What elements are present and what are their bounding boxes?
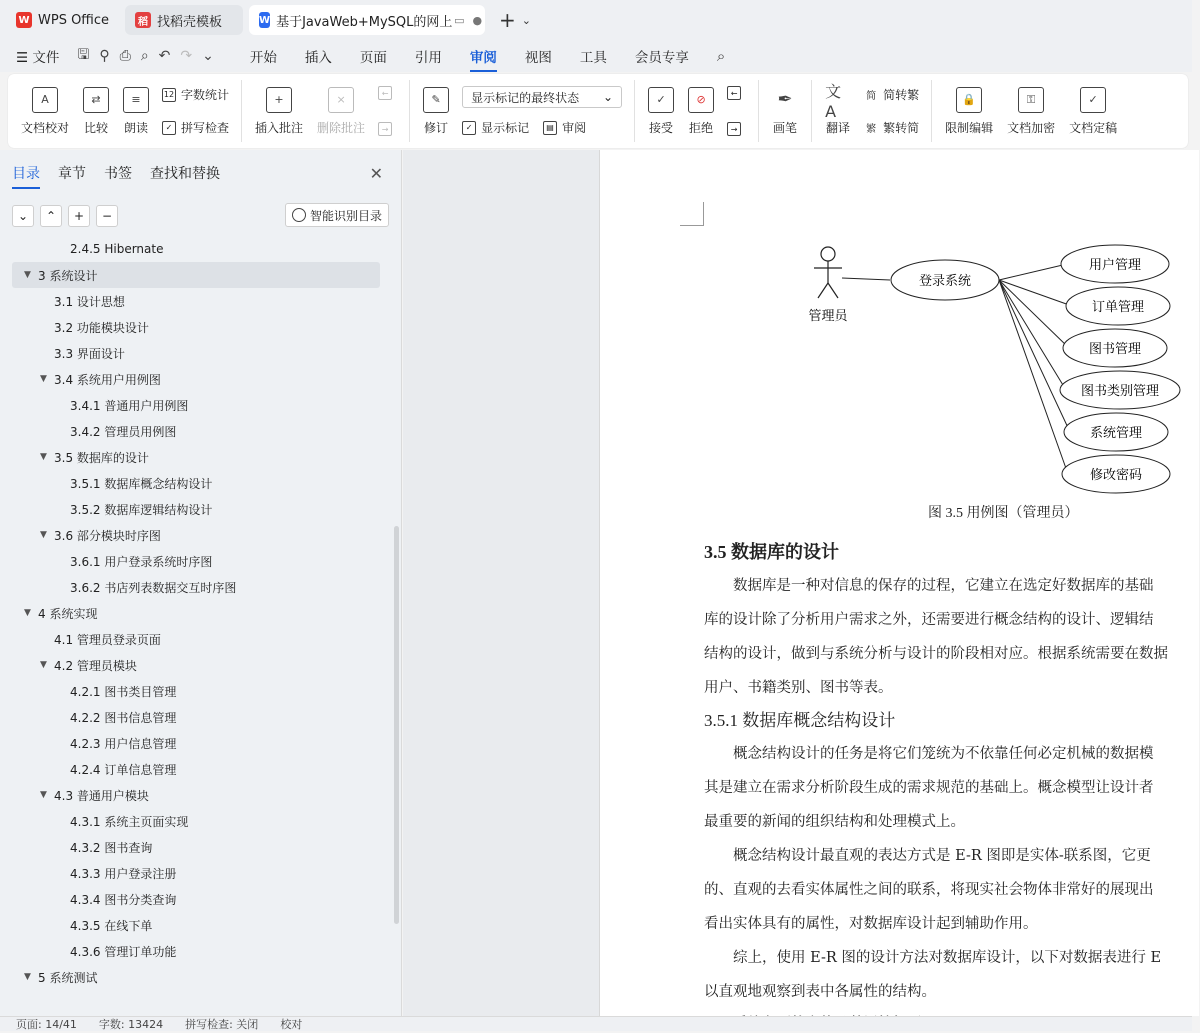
encrypt-label: 文档加密 — [1007, 120, 1056, 135]
proofing-stack — [156, 86, 235, 136]
page-corner-mark — [680, 202, 704, 226]
paragraph-line: 的、直观的去看实体属性之间的联系，将现实社会物体非常好的展现出 — [704, 882, 1154, 898]
word-count-label: 字数统计 — [181, 88, 230, 102]
hub-label: 登录系统 — [918, 274, 972, 289]
use-case-link — [999, 280, 1070, 432]
revise-label: 修订 — [424, 120, 449, 135]
toc-item-label: 3 系统设计 — [38, 268, 98, 283]
file-menu[interactable]: ☰ 文件 — [16, 50, 60, 66]
to-simplified-icon: 繁 — [866, 124, 877, 135]
close-icon[interactable]: ✕ — [369, 164, 383, 183]
navigation-panel — [0, 150, 402, 1016]
proofread-icon: A — [32, 87, 58, 113]
toc-item-label: 4.3.1 系统主页面实现 — [70, 814, 189, 829]
actor-link — [842, 278, 890, 280]
markup-buttons-row — [462, 119, 622, 136]
next-comment-button[interactable] — [378, 122, 397, 136]
toc-item-label: 3.2 功能模块设计 — [54, 320, 149, 335]
chinese-convert-stack — [858, 86, 925, 136]
toc-item-label: 3.4.2 管理员用例图 — [70, 424, 177, 439]
toc-item[interactable] — [0, 782, 392, 808]
toc-item-label: 4.3.4 图书分类查询 — [70, 892, 177, 907]
expand-down-icon[interactable]: ⌄ — [12, 205, 34, 227]
panel-tabs — [0, 150, 401, 196]
next-comment-icon: → — [378, 122, 392, 136]
comment-nav-stack — [372, 86, 403, 136]
tab-bookmark[interactable]: 书签 — [104, 166, 132, 182]
toc-item[interactable] — [0, 574, 392, 600]
review-pane-icon: ▤ — [543, 121, 557, 135]
show-markup-button[interactable]: 显示标记 — [481, 121, 530, 135]
word-count-indicator[interactable]: 字数: 13424 — [98, 1018, 164, 1031]
use-case-label: 图书类别管理 — [1080, 384, 1160, 399]
toc-toolbar — [0, 196, 401, 236]
proofread-label: 文档校对 — [21, 120, 70, 135]
ribbon-group-changes — [635, 80, 759, 142]
section-heading: 3.5 数据库的设计 — [704, 542, 839, 562]
quick-access-toolbar — [77, 44, 223, 68]
spell-check-icon: ✓ — [162, 121, 176, 135]
word-count-button[interactable] — [162, 86, 229, 103]
menu-view[interactable]: 视图 — [524, 50, 552, 66]
toc-item-label: 4.1 管理员登录页面 — [54, 632, 161, 647]
docer-logo-icon: 稻 — [135, 12, 151, 28]
accept-icon: ✓ — [648, 87, 674, 113]
markup-stack — [456, 86, 628, 136]
unsaved-dot-icon[interactable]: ● — [472, 13, 483, 27]
toc-item-label: 2.4.5 Hibernate — [70, 242, 164, 256]
compare-button[interactable] — [76, 80, 116, 142]
spell-check-label: 拼写检查 — [181, 121, 230, 135]
restrict-edit-button[interactable] — [938, 80, 1000, 142]
toc-item-label: 4 系统实现 — [38, 606, 98, 621]
paragraph-line: 库的设计除了分析用户需求之外，还需要进行概念结构的设计、逻辑结 — [704, 612, 1154, 628]
finalize-doc-icon: ✓ — [1080, 87, 1106, 113]
page-indicator[interactable]: 页面: 14/41 — [16, 1018, 77, 1031]
prev-comment-button[interactable] — [378, 86, 397, 100]
use-case-label: 修改密码 — [1089, 468, 1143, 483]
use-case-label: 系统管理 — [1089, 426, 1143, 441]
new-tab-icon[interactable]: + — [499, 8, 516, 32]
use-case-diagram — [800, 238, 1200, 498]
toc-item[interactable] — [0, 860, 392, 886]
toc-item-label: 4.3.6 管理订单功能 — [70, 944, 177, 959]
tab-bar — [0, 0, 1192, 40]
proofread-button[interactable] — [14, 80, 76, 142]
toc-item[interactable] — [0, 886, 392, 912]
smart-toc-label: 智能识别目录 — [309, 208, 382, 223]
use-case-label: 图书管理 — [1088, 342, 1142, 357]
menu-start[interactable]: 开始 — [249, 50, 277, 66]
toc-item-label: 4.2.3 用户信息管理 — [70, 736, 177, 751]
toc-item[interactable] — [0, 730, 392, 756]
toc-item[interactable] — [0, 340, 392, 366]
markup-state-select[interactable] — [462, 86, 622, 108]
tab-title: WPS Office — [38, 12, 110, 28]
menu-bar — [0, 40, 1192, 72]
file-menu-label: 文件 — [32, 50, 60, 66]
pen-button[interactable] — [765, 80, 805, 142]
toc-item[interactable] — [0, 366, 392, 392]
revise-button[interactable] — [416, 80, 456, 142]
show-markup-icon: ✓ — [462, 121, 476, 135]
tab-title: 找稻壳模板 — [157, 14, 223, 30]
ribbon-group-proofing — [8, 80, 242, 142]
toc-item[interactable] — [0, 236, 392, 262]
toc-item-label: 4.3.2 图书查询 — [70, 840, 153, 855]
toc-item-label: 4.2.4 订单信息管理 — [70, 762, 177, 777]
toc-item-label: 4.2.1 图书类目管理 — [70, 684, 177, 699]
to-traditional-icon: 简 — [866, 91, 877, 102]
menu-reference[interactable]: 引用 — [414, 50, 442, 66]
paragraph-line: 其是建立在需求分析阶段生成的需求规范的基础上。概念模型让设计者 — [704, 780, 1154, 796]
read-aloud-label: 朗读 — [124, 120, 149, 135]
toc-scrollbar[interactable] — [394, 526, 399, 924]
collapse-up-icon[interactable]: ⌃ — [40, 205, 62, 227]
chevron-down-icon[interactable]: ⌄ — [521, 13, 532, 27]
to-traditional-label: 简转繁 — [883, 88, 920, 102]
tab-toc[interactable]: 目录 — [12, 163, 40, 183]
toc-list — [0, 236, 392, 1016]
tab-title: 基于JavaWeb+MySQL的网上 — [276, 14, 453, 30]
toc-item[interactable] — [0, 600, 392, 626]
ribbon-group-tracking — [410, 80, 635, 142]
actor-label: 管理员 — [808, 309, 848, 324]
save-icon[interactable]: 🖫 — [77, 47, 90, 63]
wps-logo-icon: W — [16, 12, 32, 28]
toc-item-label: 4.3 普通用户模块 — [54, 788, 149, 803]
restrict-edit-label: 限制编辑 — [945, 120, 994, 135]
toc-item[interactable] — [0, 548, 392, 574]
toc-item[interactable] — [0, 496, 392, 522]
next-change-icon: → — [727, 122, 741, 136]
toc-item-label: 3.5.1 数据库概念结构设计 — [70, 476, 213, 491]
print-preview-icon[interactable]: ⌕ — [140, 48, 149, 64]
document-page[interactable] — [599, 150, 1199, 1016]
ribbon-group-protect — [932, 80, 1130, 142]
toc-expand-icon[interactable]: ▼ — [24, 608, 31, 618]
encrypt-button[interactable] — [1000, 80, 1062, 142]
tab-document[interactable] — [249, 5, 485, 35]
toc-item[interactable] — [0, 418, 392, 444]
translate-button[interactable] — [818, 80, 858, 142]
proof-indicator[interactable]: 校对 — [280, 1018, 303, 1031]
read-aloud-button[interactable] — [116, 80, 156, 142]
toc-item[interactable] — [0, 808, 392, 834]
redo-icon[interactable]: ↷ — [180, 48, 193, 64]
toc-expand-icon[interactable]: ▼ — [40, 790, 47, 800]
smart-toc-button[interactable] — [285, 203, 389, 227]
menu-member[interactable]: 会员专享 — [634, 50, 689, 66]
compare-label: 比较 — [84, 120, 109, 135]
to-traditional-button[interactable] — [864, 86, 919, 103]
chevron-down-icon: ⌄ — [603, 90, 614, 104]
use-case-link — [999, 280, 1072, 306]
monitor-icon[interactable]: ▭ — [454, 13, 465, 27]
translate-icon: 文A — [825, 81, 842, 121]
toc-expand-icon[interactable]: ▼ — [40, 452, 47, 462]
toc-item[interactable] — [0, 288, 392, 314]
review-ribbon — [8, 74, 1188, 148]
actor-figure — [814, 247, 842, 298]
tab-template[interactable] — [125, 5, 243, 35]
reject-button[interactable] — [681, 80, 721, 142]
menu-review[interactable]: 审阅 — [470, 46, 497, 66]
review-pane-button[interactable]: 审阅 — [562, 121, 587, 135]
toc-item-label: 3.4.1 普通用户用例图 — [70, 398, 189, 413]
figure-caption: 图 3.5 用例图（管理员） — [928, 506, 1079, 521]
ribbon-group-comments — [242, 80, 410, 142]
paragraph-line: 数据库是一种对信息的保存的过程，它建立在选定好数据库的基础 — [704, 578, 1154, 594]
toc-expand-icon[interactable]: ▼ — [24, 270, 31, 280]
tab-find-replace[interactable]: 查找和替换 — [150, 166, 220, 182]
tab-wps-office[interactable] — [6, 5, 119, 35]
menu-insert[interactable]: 插入 — [304, 50, 332, 66]
spell-check-button[interactable] — [162, 119, 229, 136]
print-icon[interactable]: ⎙ — [119, 48, 131, 64]
insert-comment-button[interactable] — [248, 80, 310, 142]
paragraph-line: 结构的设计，做到与系统分析与设计的阶段相对应。根据系统需要在数据 — [704, 646, 1168, 662]
toc-item[interactable] — [0, 938, 392, 964]
toc-item[interactable] — [0, 912, 392, 938]
toc-item[interactable] — [0, 626, 392, 652]
toc-expand-icon[interactable]: ▼ — [40, 374, 47, 384]
paragraph-line: 以直观地观察到表中各属性的结构。 — [704, 984, 936, 1000]
toc-item-label: 3.4 系统用户用例图 — [54, 372, 161, 387]
paragraph-line: 概念结构设计最直观的表达方式是 E-R 图即是实体-联系图，它更 — [704, 848, 1151, 864]
subsection-heading: 3.5.1 数据库概念结构设计 — [704, 711, 896, 730]
use-case-link — [999, 264, 1067, 280]
toc-item-label: 4.2.2 图书信息管理 — [70, 710, 177, 725]
prev-change-icon: ← — [727, 86, 741, 100]
insert-comment-icon: + — [266, 87, 292, 113]
toc-item[interactable] — [0, 652, 392, 678]
reject-label: 拒绝 — [689, 120, 714, 135]
ribbon-group-ink — [759, 80, 812, 142]
toc-item-label: 3.5.2 数据库逻辑结构设计 — [70, 502, 213, 517]
toc-expand-icon[interactable]: ▼ — [24, 972, 31, 982]
toc-item[interactable] — [0, 704, 392, 730]
paragraph-line: 用户、书籍类别、图书等表。 — [704, 680, 893, 696]
toc-item[interactable] — [0, 964, 392, 990]
paragraph-line: 概念结构设计的任务是将它们笼统为不依靠任何必定机械的数据模 — [704, 746, 1154, 762]
to-simplified-label: 繁转简 — [883, 121, 920, 135]
accept-button[interactable] — [641, 80, 681, 142]
menu-tools[interactable]: 工具 — [579, 50, 607, 66]
toc-item-label: 3.6.2 书店列表数据交互时序图 — [70, 580, 237, 595]
lock-doc-icon: 🔒 — [956, 87, 982, 113]
tab-chapter[interactable]: 章节 — [58, 166, 86, 182]
delete-comment-button[interactable] — [310, 80, 372, 142]
encrypt-doc-icon: ⚿ — [1018, 87, 1044, 113]
more-chevron-icon[interactable]: ⌄ — [202, 48, 214, 64]
delete-comment-label: 删除批注 — [317, 120, 366, 135]
word-doc-icon: W — [259, 12, 270, 28]
toc-item[interactable] — [0, 444, 392, 470]
toc-item-label: 4.2 管理员模块 — [54, 658, 137, 673]
insert-comment-label: 插入批注 — [255, 120, 304, 135]
revise-icon: ✎ — [423, 87, 449, 113]
to-simplified-button[interactable] — [864, 119, 919, 136]
status-bar — [0, 1016, 1192, 1031]
prev-comment-icon: ← — [378, 86, 392, 100]
toc-item[interactable] — [0, 756, 392, 782]
reject-icon: ⊘ — [688, 87, 714, 113]
toc-item[interactable] — [0, 834, 392, 860]
delete-comment-icon: × — [328, 87, 354, 113]
toc-item-label: 3.3 界面设计 — [54, 346, 125, 361]
smart-toc-icon — [292, 208, 306, 222]
toc-item[interactable] — [0, 470, 392, 496]
toc-item[interactable] — [12, 262, 380, 288]
share-icon[interactable]: ⚲ — [99, 48, 110, 64]
menu-page[interactable]: 页面 — [359, 50, 387, 66]
next-change-button[interactable] — [727, 122, 746, 136]
word-count-icon: 12 — [162, 88, 176, 102]
toc-item-label: 3.5 数据库的设计 — [54, 450, 149, 465]
pen-label: 画笔 — [773, 120, 798, 135]
paragraph-line: 综上，使用 E-R 图的设计方法对数据库设计，以下对数据表进行 E — [704, 950, 1162, 966]
compare-icon: ⇄ — [83, 87, 109, 113]
use-case-label: 订单管理 — [1091, 300, 1145, 315]
toc-item-label: 5 系统测试 — [38, 970, 98, 985]
use-case-label: 用户管理 — [1088, 258, 1142, 273]
markup-state-value: 显示标记的最终状态 — [471, 90, 580, 105]
paragraph-line: 最重要的新闻的组织结构和处理模式上。 — [704, 814, 965, 830]
change-nav-stack — [721, 86, 752, 136]
toc-item-label: 3.6 部分模块时序图 — [54, 528, 161, 543]
document-area — [403, 150, 1192, 1016]
toc-item[interactable] — [0, 678, 392, 704]
use-case-group — [999, 245, 1180, 493]
undo-icon[interactable]: ↶ — [158, 48, 171, 64]
accept-label: 接受 — [649, 120, 674, 135]
toc-item[interactable] — [0, 522, 392, 548]
finalize-label: 文档定稿 — [1069, 120, 1118, 135]
toc-item[interactable] — [0, 314, 392, 340]
add-heading-icon[interactable]: + — [68, 205, 90, 227]
read-aloud-icon: ≡ — [123, 87, 149, 113]
toc-expand-icon[interactable]: ▼ — [40, 530, 47, 540]
finalize-button[interactable] — [1062, 80, 1124, 142]
pen-icon: ✒ — [777, 89, 793, 110]
prev-change-button[interactable] — [727, 86, 746, 100]
search-icon[interactable]: ⌕ — [716, 47, 726, 65]
ribbon-group-language — [812, 80, 932, 142]
spell-check-indicator[interactable]: 拼写检查: 关闭 — [185, 1018, 259, 1031]
remove-heading-icon[interactable]: − — [96, 205, 118, 227]
toc-expand-icon[interactable]: ▼ — [40, 660, 47, 670]
toc-item-label: 3.1 设计思想 — [54, 294, 125, 309]
toc-item[interactable] — [0, 392, 392, 418]
toc-item-label: 3.6.1 用户登录系统时序图 — [70, 554, 213, 569]
paragraph-line: 看出实体具有的属性，对数据库设计起到辅助作用。 — [704, 916, 1038, 932]
toc-item-label: 4.3.3 用户登录注册 — [70, 866, 177, 881]
toc-item-label: 4.3.5 在线下单 — [70, 918, 153, 933]
translate-label: 翻译 — [826, 120, 851, 135]
